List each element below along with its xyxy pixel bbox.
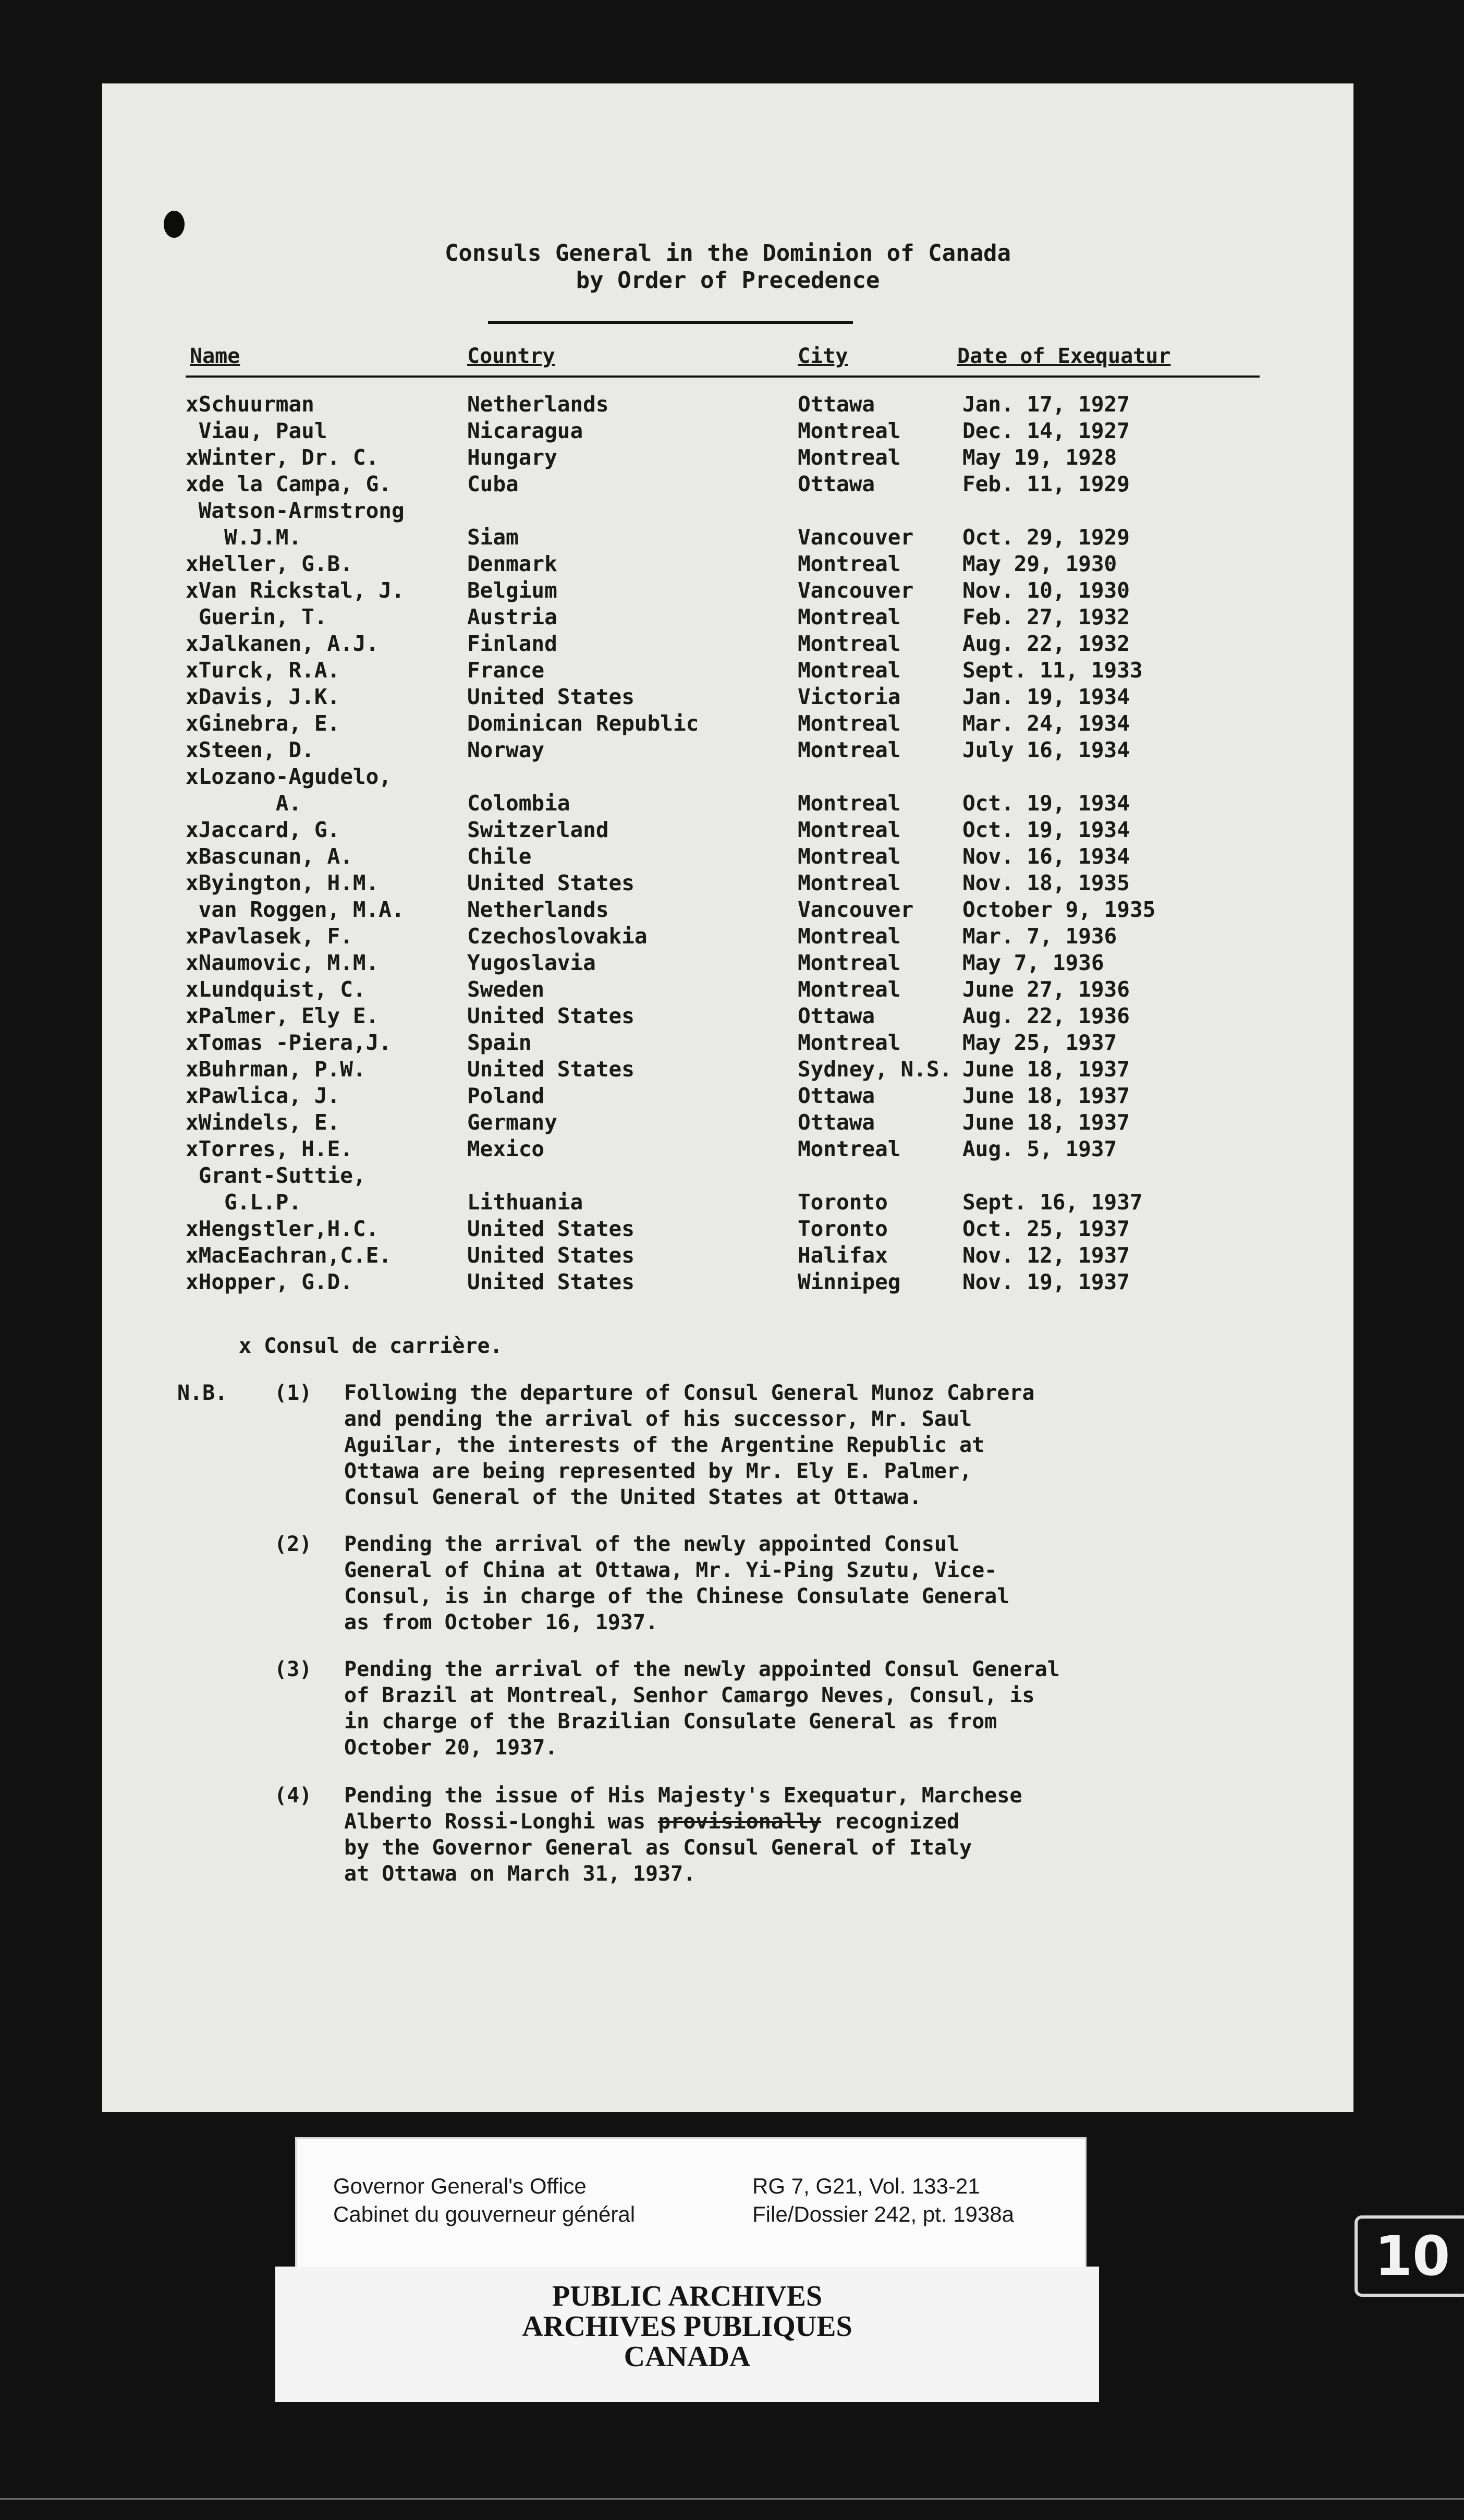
row-country: United States — [467, 1057, 635, 1082]
row-date: Aug. 5, 1937 — [962, 1136, 1117, 1161]
row-date: May 7, 1936 — [962, 950, 1104, 975]
row-date: Nov. 12, 1937 — [962, 1243, 1130, 1268]
row-date: May 19, 1928 — [962, 445, 1117, 470]
row-date: Oct. 29, 1929 — [962, 525, 1130, 550]
row-city: Montreal — [798, 977, 901, 1002]
row-city: Montreal — [798, 844, 901, 869]
row-date: Nov. 16, 1934 — [962, 844, 1130, 869]
header-country: Country — [467, 344, 555, 368]
film-edge — [0, 2498, 1464, 2500]
row-city: Winnipeg — [798, 1269, 901, 1294]
note-text: Pending the arrival of the newly appointed Consul General of China at Ottawa, Mr. Yi-Ping Szutu, Vice- Consul, is in charge of the Chinese Consulate General as from October 16, 1937. — [344, 1532, 1010, 1634]
row-country: Netherlands — [467, 897, 609, 922]
archive-reference: RG 7, G21, Vol. 133-21 — [752, 2174, 980, 2198]
stamp-line: CANADA — [624, 2341, 751, 2373]
row-city: Montreal — [798, 1030, 901, 1055]
row-date: June 27, 1936 — [962, 977, 1130, 1002]
row-country: Mexico — [467, 1136, 545, 1161]
row-country: Chile — [467, 844, 532, 869]
row-country: United States — [467, 1269, 635, 1294]
row-date: Sept. 16, 1937 — [962, 1190, 1143, 1215]
row-date: Nov. 18, 1935 — [962, 870, 1130, 895]
row-country: Switzerland — [467, 817, 609, 842]
row-date: Oct. 19, 1934 — [962, 791, 1130, 816]
row-name: xTomas -Piera,J. — [186, 1030, 392, 1055]
row-name: xJalkanen, A.J. — [186, 631, 379, 656]
row-date: Aug. 22, 1936 — [962, 1003, 1130, 1028]
row-date: Jan. 19, 1934 — [962, 684, 1130, 709]
row-city: Montreal — [798, 418, 901, 443]
row-date: Feb. 11, 1929 — [962, 471, 1130, 496]
row-name: xBuhrman, P.W. — [186, 1057, 366, 1082]
row-date: June 18, 1937 — [962, 1110, 1130, 1135]
row-country: United States — [467, 1243, 635, 1268]
row-name: xLundquist, C. — [186, 977, 366, 1002]
row-name: xPavlasek, F. — [186, 924, 353, 949]
row-country: Austria — [467, 604, 557, 629]
row-city: Montreal — [798, 924, 901, 949]
row-country: Norway — [467, 737, 545, 762]
row-name: xWinter, Dr. C. — [186, 445, 379, 470]
struck-word: provisionally — [658, 1810, 822, 1834]
row-date: Oct. 19, 1934 — [962, 817, 1130, 842]
row-name: Guerin, T. — [186, 604, 327, 629]
row-name: xJaccard, G. — [186, 817, 340, 842]
header-name: Name — [190, 344, 240, 368]
row-country: Denmark — [467, 551, 557, 576]
row-country: Hungary — [467, 445, 557, 470]
note-text: Following the departure of Consul General Munoz Cabrera and pending the arrival of his successor, Mr. Saul Aguilar, the interests of the Argentine Republic at Ottawa are being represented by Mr. Ely E. Palmer, Consul General of the United States at Ottawa. — [344, 1381, 1035, 1509]
row-name: xNaumovic, M.M. — [186, 950, 379, 975]
header-city: City — [798, 344, 848, 368]
row-country: Lithuania — [467, 1190, 583, 1215]
document-subtitle: by Order of Precedence — [576, 267, 880, 294]
note-number: (2) — [274, 1532, 312, 1556]
note-text — [344, 1783, 1314, 1887]
row-name: xSchuurman — [186, 392, 314, 417]
note-number: (1) — [274, 1381, 312, 1405]
note-text-part: recognized by the Governor General as Consul General of Italy at Ottawa on March 31, 1937. — [344, 1810, 972, 1886]
row-name: xTurck, R.A. — [186, 658, 340, 683]
row-name: xHengstler,H.C. — [186, 1216, 379, 1241]
row-name: xLozano-Agudelo, — [186, 764, 392, 789]
frame-number: 10 — [1355, 2215, 1464, 2297]
row-name: xTorres, H.E. — [186, 1136, 353, 1161]
row-city: Montreal — [798, 551, 901, 576]
row-name: G.L.P. — [186, 1190, 302, 1215]
row-date: Nov. 19, 1937 — [962, 1269, 1130, 1294]
row-name: xBascunan, A. — [186, 844, 353, 869]
row-name: xSteen, D. — [186, 737, 314, 762]
stamp-line: PUBLIC ARCHIVES — [552, 2280, 823, 2312]
row-city: Montreal — [798, 1136, 901, 1161]
row-name: W.J.M. — [186, 525, 302, 550]
row-country: Finland — [467, 631, 557, 656]
row-name: Viau, Paul — [186, 418, 327, 443]
document-title: Consuls General in the Dominion of Canada — [444, 240, 1011, 266]
row-date: May 29, 1930 — [962, 551, 1117, 576]
row-date: Feb. 27, 1932 — [962, 604, 1130, 629]
note-number: (4) — [274, 1784, 312, 1808]
row-country: Poland — [467, 1083, 545, 1108]
row-date: May 25, 1937 — [962, 1030, 1117, 1055]
row-date: July 16, 1934 — [962, 737, 1130, 762]
row-city: Ottawa — [798, 1083, 875, 1108]
row-city: Ottawa — [798, 392, 875, 417]
row-name: xDavis, J.K. — [186, 684, 340, 709]
row-date: Dec. 14, 1927 — [962, 418, 1130, 443]
row-date: Mar. 7, 1936 — [962, 924, 1117, 949]
row-name: xde la Campa, G. — [186, 471, 392, 496]
row-name: xHopper, G.D. — [186, 1269, 353, 1294]
row-country: Netherlands — [467, 392, 609, 417]
row-date: June 18, 1937 — [962, 1083, 1130, 1108]
row-city: Montreal — [798, 604, 901, 629]
row-country: United States — [467, 1216, 635, 1241]
row-city: Montreal — [798, 870, 901, 895]
office-english: Governor General's Office — [333, 2174, 587, 2198]
row-name: xVan Rickstal, J. — [186, 578, 405, 603]
row-country: Siam — [467, 525, 519, 550]
row-city: Montreal — [798, 737, 901, 762]
row-country: France — [467, 658, 545, 683]
row-city: Vancouver — [798, 525, 914, 550]
row-country: Germany — [467, 1110, 557, 1135]
row-name: van Roggen, M.A. — [186, 897, 405, 922]
row-city: Montreal — [798, 445, 901, 470]
archive-file: File/Dossier 242, pt. 1938a — [752, 2202, 1014, 2226]
row-city: Montreal — [798, 817, 901, 842]
header-rule — [186, 375, 1260, 378]
stamp-line: ARCHIVES PUBLIQUES — [522, 2310, 852, 2343]
row-date: Sept. 11, 1933 — [962, 658, 1143, 683]
row-date: Oct. 25, 1937 — [962, 1216, 1130, 1241]
row-country: Colombia — [467, 791, 570, 816]
row-country: Nicaragua — [467, 418, 583, 443]
office-french: Cabinet du gouverneur général — [333, 2202, 636, 2226]
row-city: Montreal — [798, 950, 901, 975]
row-city: Montreal — [798, 711, 901, 736]
row-city: Vancouver — [798, 897, 914, 922]
document-page — [102, 83, 1353, 2112]
row-country: Czechoslovakia — [467, 924, 648, 949]
row-name: A. — [186, 791, 302, 816]
row-name: xPalmer, Ely E. — [186, 1003, 379, 1028]
row-country: Sweden — [467, 977, 545, 1002]
row-name: xPawlica, J. — [186, 1083, 340, 1108]
row-city: Ottawa — [798, 471, 875, 496]
row-date: June 18, 1937 — [962, 1057, 1130, 1082]
row-city: Montreal — [798, 791, 901, 816]
row-city: Montreal — [798, 658, 901, 683]
row-city: Ottawa — [798, 1003, 875, 1028]
row-date: October 9, 1935 — [962, 897, 1156, 922]
row-city: Toronto — [798, 1216, 888, 1241]
row-country: Cuba — [467, 471, 519, 496]
row-name: Grant-Suttie, — [186, 1163, 366, 1188]
note-text: Pending the arrival of the newly appointed Consul General of Brazil at Montreal, Senhor Camargo Neves, Consul, is in charge of the Brazilian Consulate General as from October 20, 1937. — [344, 1657, 1060, 1760]
row-country: Dominican Republic — [467, 711, 699, 736]
row-city: Toronto — [798, 1190, 888, 1215]
row-name: xGinebra, E. — [186, 711, 340, 736]
archive-reference-card — [295, 2137, 1087, 2269]
row-city: Sydney, N.S. — [798, 1057, 953, 1082]
row-country: Spain — [467, 1030, 532, 1055]
note-number: (3) — [274, 1657, 312, 1681]
row-country: United States — [467, 870, 635, 895]
header-date: Date of Exequatur — [957, 344, 1171, 368]
row-name: xMacEachran,C.E. — [186, 1243, 392, 1268]
punch-hole — [164, 211, 185, 238]
row-country: United States — [467, 684, 635, 709]
row-city: Halifax — [798, 1243, 888, 1268]
row-city: Montreal — [798, 631, 901, 656]
row-city: Vancouver — [798, 578, 914, 603]
note-text-part: Pending the issue of His Majesty's Exequatur, Marchese Alberto Rossi-Longhi was — [344, 1784, 1022, 1834]
title-rule — [488, 321, 853, 324]
nb-label: N.B. — [177, 1381, 228, 1405]
row-date: Aug. 22, 1932 — [962, 631, 1130, 656]
footnote: x Consul de carrière. — [239, 1334, 503, 1358]
row-date: Mar. 24, 1934 — [962, 711, 1130, 736]
archives-stamp — [275, 2267, 1099, 2402]
row-name: xByington, H.M. — [186, 870, 379, 895]
row-name: xWindels, E. — [186, 1110, 340, 1135]
row-date: Jan. 17, 1927 — [962, 392, 1130, 417]
row-name: Watson-Armstrong — [186, 498, 405, 523]
row-country: Yugoslavia — [467, 950, 596, 975]
row-country: United States — [467, 1003, 635, 1028]
row-name: xHeller, G.B. — [186, 551, 353, 576]
row-city: Ottawa — [798, 1110, 875, 1135]
row-date: Nov. 10, 1930 — [962, 578, 1130, 603]
row-city: Victoria — [798, 684, 901, 709]
row-country: Belgium — [467, 578, 557, 603]
